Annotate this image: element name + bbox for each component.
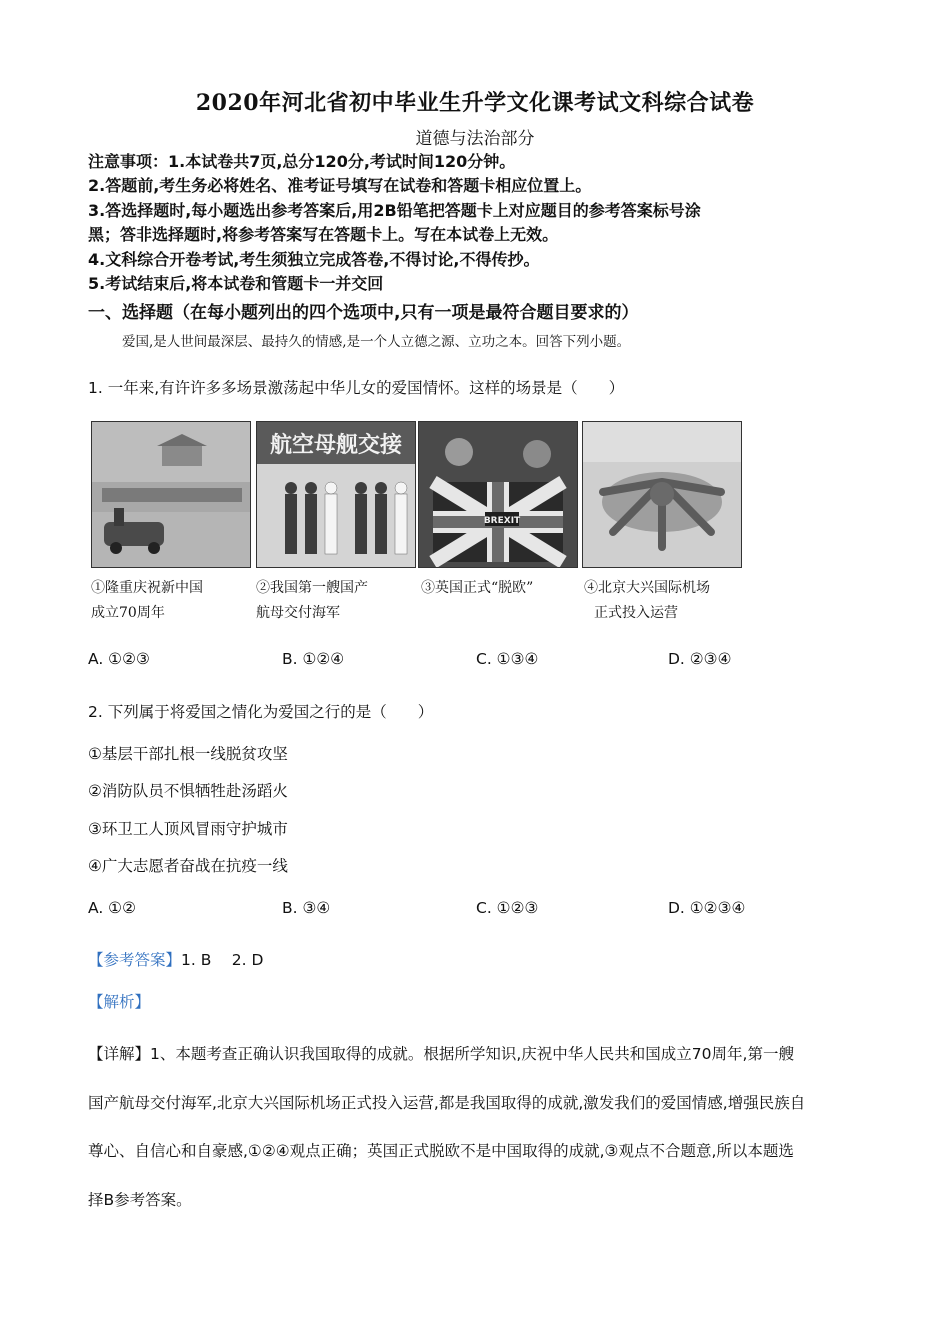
option-c[interactable]: C. ①②③	[476, 899, 539, 917]
statement-item: ③环卫工人顶风冒雨守护城市	[88, 820, 288, 838]
note-line: 2.答题前,考生务必将姓名、准考证号填写在试卷和答题卡相应位置上。	[88, 176, 592, 196]
brexit-photo-icon	[418, 421, 578, 568]
exam-subtitle: 道德与法治部分	[415, 129, 535, 149]
carrier-ceremony-photo-icon	[256, 421, 416, 568]
explanation-block	[88, 1030, 863, 1224]
note-line: 注意事项：1.本试卷共7页,总分120分,考试时间120分钟。	[88, 152, 516, 171]
note-line: 3.答选择题时,每小题选出参考答案后,用2B铅笔把答题卡上对应题目的参考答案标号涂	[88, 200, 701, 220]
option-d[interactable]: D. ②③④	[668, 650, 732, 668]
statement-item: ①基层干部扎根一线脱贫攻坚	[88, 745, 288, 763]
exam-title: 2020年河北省初中毕业生升学文化课考试文科综合试卷	[195, 90, 755, 116]
brexit-flag-text: BREXIT	[483, 516, 521, 526]
explanation-line: 择B参考答案。	[88, 1190, 192, 1209]
option-b[interactable]: B. ③④	[282, 899, 331, 917]
photo-caption: ④北京大兴国际机场 正式投入运营	[584, 580, 710, 621]
section-intro: 爱国,是人世间最深层、最持久的情感,是一个人立德之源、立功之本。回答下列小题。	[122, 334, 631, 350]
explanation-line: 尊心、自信心和自豪感,①②④观点正确；英国正式脱欧不是中国取得的成就,③观点不合题意,所以本题选	[88, 1142, 794, 1160]
explanation-line: 【详解】1、本题考查正确认识我国取得的成就。根据所学知识,庆祝中华人民共和国成立70周年,第一艘	[88, 1045, 794, 1063]
carrier-banner-text: 航空母舰交接	[269, 433, 403, 458]
airport-aerial-photo-icon	[582, 421, 742, 568]
option-c[interactable]: C. ①③④	[476, 650, 539, 668]
option-b[interactable]: B. ①②④	[282, 650, 345, 668]
option-a[interactable]: A. ①②③	[88, 650, 150, 668]
question-1-stem: 1. 一年来,有许许多多场景激荡起中华儿女的爱国情怀。这样的场景是（ ）	[88, 379, 625, 397]
note-line: 4.文科综合开卷考试,考生须独立完成答卷,不得讨论,不得传抄。	[88, 249, 540, 269]
notes-block	[88, 150, 868, 296]
photo-caption: ①隆重庆祝新中国 成立70周年	[91, 580, 203, 621]
answer-label: 【参考答案】	[88, 951, 182, 969]
answer-text: 1. B 2. D	[181, 951, 264, 969]
photo-caption: ③英国正式“脱欧”	[421, 580, 534, 596]
parade-photo-icon	[91, 421, 251, 568]
note-line: 5.考试结束后,将本试卷和管题卡一并交回	[88, 274, 384, 294]
explanation-line: 国产航母交付海军,北京大兴国际机场正式投入运营,都是我国取得的成就,激发我们的爱国情感,增强民族自	[88, 1093, 806, 1112]
note-line: 黑；答非选择题时,将参考答案写在答题卡上。写在本试卷上无效。	[88, 225, 559, 245]
photo-caption: ②我国第一艘国产 航母交付海军	[256, 580, 368, 621]
option-d[interactable]: D. ①②③④	[668, 899, 746, 917]
analysis-label: 【解析】	[88, 993, 151, 1011]
option-a[interactable]: A. ①②	[88, 899, 136, 917]
statement-item: ④广大志愿者奋战在抗疫一线	[88, 857, 288, 875]
answer-line	[88, 948, 263, 970]
section-heading: 一、选择题（在每小题列出的四个选项中,只有一项是最符合题目要求的）	[88, 303, 639, 323]
question-2-stem: 2. 下列属于将爱国之情化为爱国之行的是（ ）	[88, 703, 434, 721]
statement-item: ②消防队员不惧牺牲赴汤蹈火	[88, 782, 288, 800]
